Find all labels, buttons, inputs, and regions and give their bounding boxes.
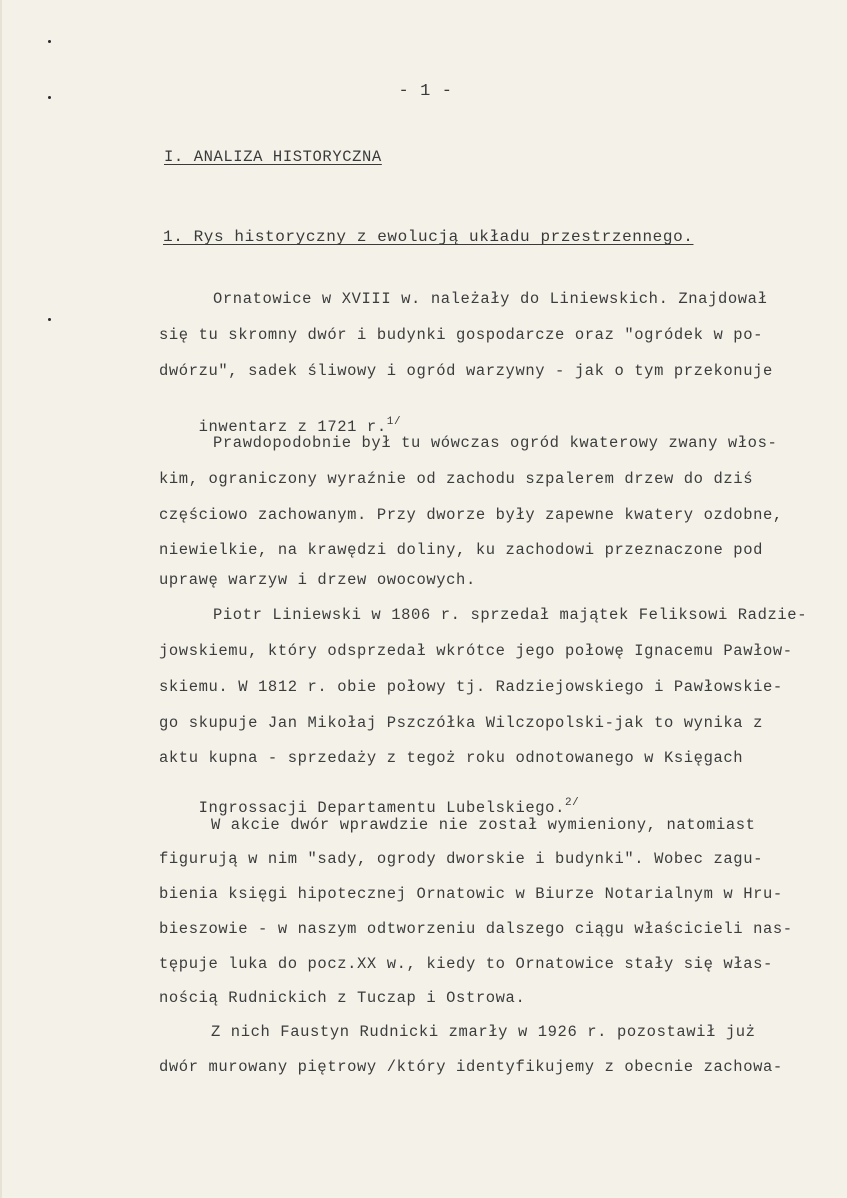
punch-hole-mark [48,40,51,43]
subsection-heading: 1. Rys historyczny z ewolucją układu przestrzennego. [163,228,694,246]
text-line: dwór murowany piętrowy /który identyfikujemy z obecnie zachowa- [159,1058,783,1076]
text-line-content: Ingrossacji Departamentu Lubelskiego. [198,799,565,817]
text-line: skiemu. W 1812 r. obie połowy tj. Radziejowskiego i Pawłowskie- [159,678,783,696]
punch-hole-mark [48,318,51,321]
text-line: Ornatowice w XVIII w. należały do Liniewskich. Znajdował [213,290,768,308]
text-line: niewielkie, na krawędzi doliny, ku zachodowi przeznaczone pod [159,541,763,559]
text-line: kim, ograniczony wyraźnie od zachodu szpalerem drzew do dziś [159,470,754,488]
footnote-marker: 1/ [386,416,402,428]
footnote-marker: 2/ [564,797,580,809]
page-number: - 1 - [398,82,453,101]
text-line: się tu skromny dwór i budynki gospodarcze oraz "ogródek w po- [159,326,763,344]
text-line: figurują w nim "sady, ogrody dworskie i budynki". Wobec zagu- [159,850,763,868]
text-line: W akcie dwór wprawdzie nie został wymieniony, natomiast [211,816,756,834]
text-line: Z nich Faustyn Rudnicki zmarły w 1926 r. pozostawił już [211,1023,756,1041]
text-line: dwórzu", sadek śliwowy i ogród warzywny - jak o tym przekonuje [159,362,773,380]
text-line-content: inwentarz z 1721 r. [198,418,387,436]
text-line: bienia księgi hipotecznej Ornatowic w Biurze Notarialnym w Hru- [159,885,783,903]
text-line: jowskiemu, który odsprzedał wkrótce jego połowę Ignacemu Pawłow- [159,642,793,660]
text-line: tępuje luka do pocz.XX w., kiedy to Ornatowice stały się włas- [159,955,773,973]
text-line: aktu kupna - sprzedaży z tegoż roku odnotowanego w Księgach [159,749,744,767]
text-line: bieszowie - w naszym odtworzeniu dalszego ciągu właścicieli nas- [159,920,793,938]
section-heading: I. ANALIZA HISTORYCZNA [164,148,382,166]
text-line: go skupuje Jan Mikołaj Pszczółka Wilczopolski-jak to wynika z [159,714,763,732]
text-line: Piotr Liniewski w 1806 r. sprzedał majątek Feliksowi Radzie- [213,606,808,624]
text-line: częściowo zachowanym. Przy dworze były zapewne kwatery ozdobne, [159,506,783,524]
text-line: uprawę warzyw i drzew owocowych. [159,571,476,589]
text-line: nością Rudnickich z Tuczap i Ostrowa. [159,989,526,1007]
text-line: Prawdopodobnie był tu wówczas ogród kwaterowy zwany włos- [213,434,778,452]
